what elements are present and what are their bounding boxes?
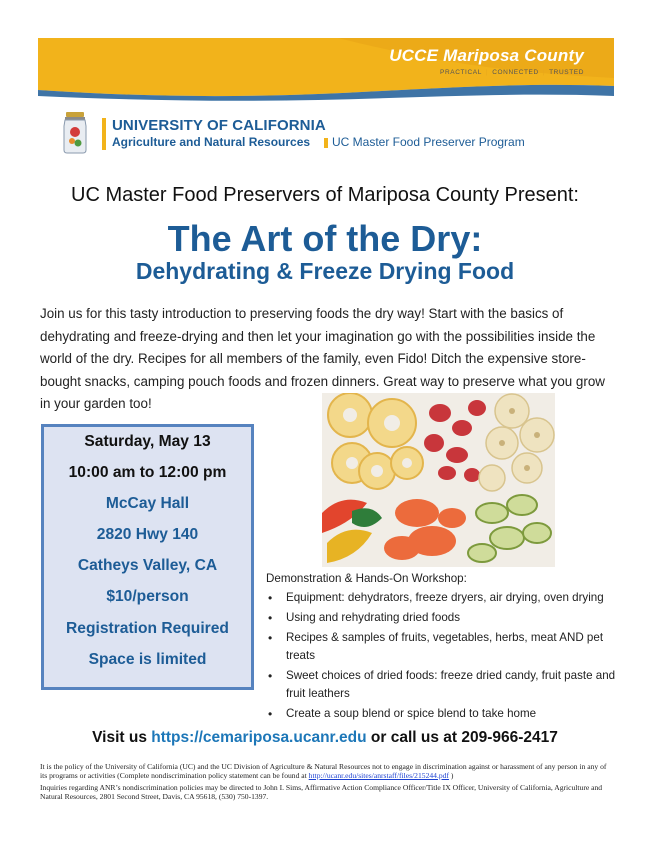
tagline-separator: | — [485, 69, 489, 76]
event-info-box — [41, 424, 254, 690]
list-item: • Create a soup blend or spice blend to take home — [266, 705, 626, 723]
dried-food-illustration — [322, 393, 555, 567]
policy-statement — [40, 762, 615, 780]
contact-prefix: Visit us — [92, 729, 152, 746]
jar-icon — [62, 110, 88, 154]
event-venue: McCay Hall — [105, 495, 190, 512]
event-registration: Registration Required — [66, 620, 229, 637]
list-item: • Sweet choices of dried foods: freeze dried candy, fruit paste and fruit leathers — [266, 667, 626, 703]
event-title: The Art of the Dry: — [167, 218, 483, 259]
presenter-line: UC Master Food Preservers of Mariposa County Present: — [71, 184, 579, 206]
logo-row — [62, 110, 562, 156]
inquiries-statement: Inquiries regarding ANR’s nondiscrimination policies may be directed to John I. Sims, Affirmative Action Compliance Officer/Title IX Officer, University of California, Agriculture and Natural Resources, 2801 Second Street, Davis, CA 95618, (530) 750-1397. — [40, 783, 603, 801]
event-subtitle: Dehydrating & Freeze Drying Food — [135, 258, 515, 284]
header-title: UCCE Mariposa County — [389, 46, 584, 65]
dried-food-photo — [322, 393, 555, 567]
policy-link[interactable]: http://ucanr.edu/sites/anrstaff/files/215244.pdf — [308, 771, 449, 780]
event-price: $10/person — [106, 588, 189, 605]
contact-line — [0, 729, 650, 747]
program-name: UC Master Food Preserver Program — [332, 135, 525, 149]
event-time: 10:00 am to 12:00 pm — [68, 464, 227, 481]
list-item: • Equipment: dehydrators, freeze dryers, air drying, oven drying — [266, 589, 626, 607]
division-name: Agriculture and Natural Resources — [112, 135, 311, 149]
header-banner — [38, 38, 614, 102]
event-address: 2820 Hwy 140 — [96, 526, 199, 543]
tagline-connected: CONNECTED — [492, 69, 539, 76]
workshop-section — [266, 572, 626, 725]
contact-middle: or call us at — [366, 729, 462, 746]
list-item: • Recipes & samples of fruits, vegetables, herbs, meat AND pet treats — [266, 629, 626, 665]
event-date: Saturday, May 13 — [84, 433, 211, 450]
event-city: Catheys Valley, CA — [77, 557, 218, 574]
policy-text: It is the policy of the University of California (UC) and the UC Division of Agriculture & Natural Resources not to engage in discrimination against or harassment of any person in any of its programs or activities (Complete nondiscrimination policy statement can be found at — [40, 762, 607, 780]
tagline-practical: PRACTICAL — [440, 69, 482, 76]
header-tagline — [440, 69, 584, 76]
program-logo-bar — [324, 138, 328, 148]
workshop-list — [266, 589, 626, 723]
intro-paragraph: Join us for this tasty introduction to preserving foods the dry way! Start with the basics of dehydrating and freeze-drying and then let your imagination go with the possibilities inside the world of the dry. Recipes for all members of the family, even Fido! Ditch the expensive store-bought snacks, camping pouch foods and frozen dinners. Great way to preserve what you grow in your garden too! — [40, 306, 605, 411]
event-space: Space is limited — [88, 651, 207, 668]
phone-number: 209-966-2417 — [461, 729, 558, 746]
workshop-heading: Demonstration & Hands-On Workshop: — [266, 572, 467, 585]
policy-end: ) — [449, 771, 454, 780]
list-item: • Using and rehydrating dried foods — [266, 609, 626, 627]
uc-logo-bar — [102, 118, 106, 150]
website-link[interactable]: https://cemariposa.ucanr.edu — [151, 729, 367, 746]
university-name: UNIVERSITY OF CALIFORNIA — [112, 117, 326, 134]
tagline-separator: | — [542, 69, 546, 76]
tagline-trusted: TRUSTED — [549, 69, 584, 76]
